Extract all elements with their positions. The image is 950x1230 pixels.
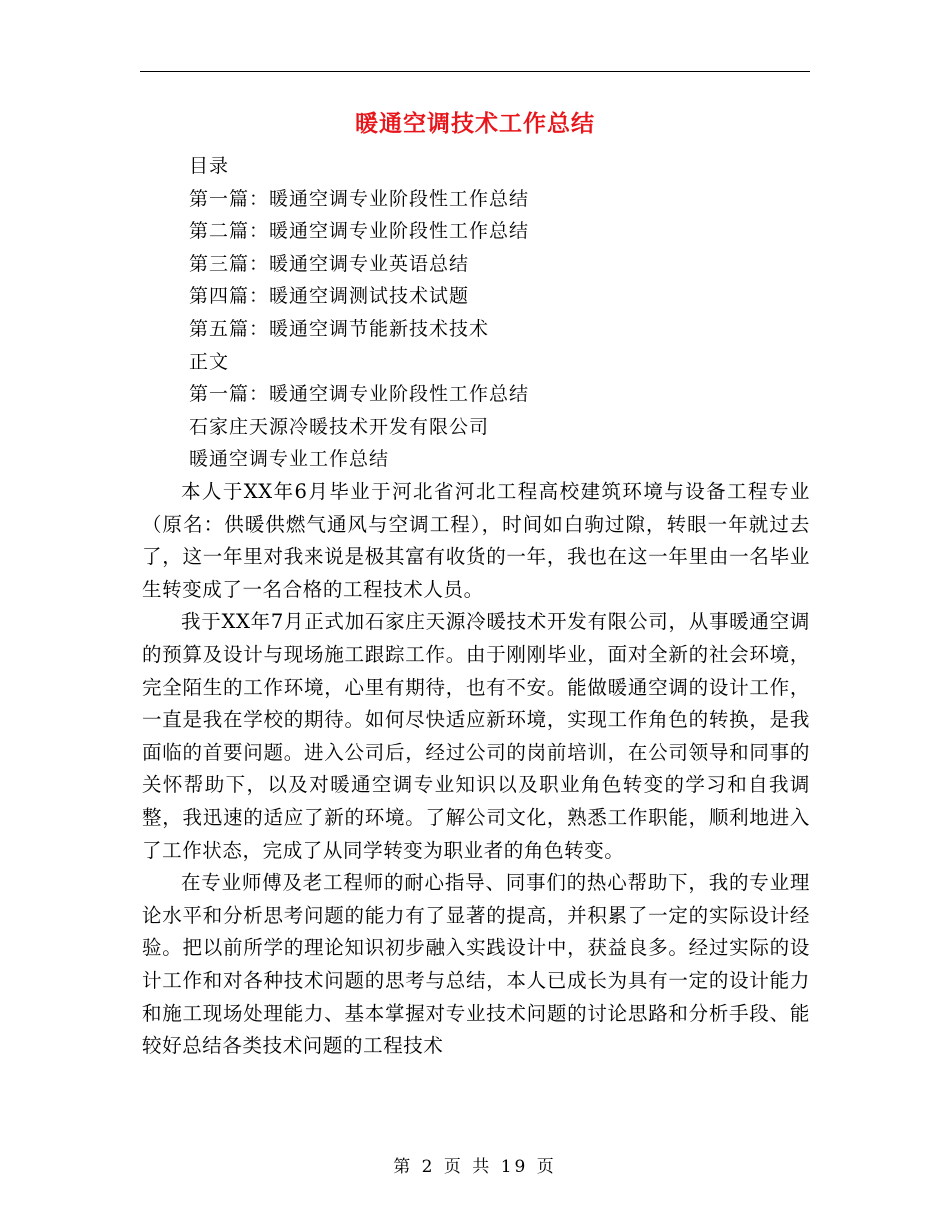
- toc-line: 第四篇：暖通空调测试技术试题: [189, 285, 470, 308]
- body-paragraph: 在专业师傅及老工程师的耐心指导、同事们的热心帮助下，我的专业理论水平和分析思考问题的能力有了显著的提高，并积累了一定的实际设计经验。把以前所学的理论知识初步融入实践设计中，获益良多。经过实际的设计工作和对各种技术问题的思考与总结，本人已成长为具有一定的设计能力和施工现场处理能力、基本掌握对专业技术问题的讨论思路和分析手段、能较好总结各类技术问题的工程技术: [142, 871, 810, 1058]
- toc-line: 第三篇：暖通空调专业英语总结: [189, 252, 470, 275]
- table-of-contents: [189, 150, 809, 476]
- toc-line: 石家庄天源冷暖技术开发有限公司: [189, 415, 490, 438]
- page-footer: 第 2 页 共 19 页: [393, 1157, 557, 1177]
- document-title: 暖通空调技术工作总结: [355, 110, 595, 137]
- toc-line: 目录: [189, 155, 230, 177]
- toc-line: 第一篇：暖通空调专业阶段性工作总结: [189, 383, 530, 406]
- body-paragraph: 本人于XX年6月毕业于河北省河北工程高校建筑环境与设备工程专业（原名：供暖供燃气通风与空调工程），时间如白驹过隙，转眼一年就过去了，这一年里对我来说是极其富有收货的一年，我也在这一年里由一名毕业生转变成了一名合格的工程技术人员。: [142, 480, 810, 601]
- toc-line: 第五篇：暖通空调节能新技术技术: [189, 317, 490, 340]
- document-body: [142, 476, 810, 1063]
- toc-line: 暖通空调专业工作总结: [189, 448, 390, 471]
- header-rule: [140, 71, 810, 72]
- toc-line: 第一篇：暖通空调专业阶段性工作总结: [189, 187, 530, 210]
- toc-line: 正文: [189, 350, 230, 373]
- body-paragraph: 我于XX年7月正式加石家庄天源冷暖技术开发有限公司，从事暖通空调的预算及设计与现场施工跟踪工作。由于刚刚毕业，面对全新的社会环境，完全陌生的工作环境，心里有期待，也有不安。能做暖通空调的设计工作，一直是我在学校的期待。如何尽快适应新环境，实现工作角色的转换，是我面临的首要问题。进入公司后，经过公司的岗前培训，在公司领导和同事的关怀帮助下，以及对暖通空调专业知识以及职业角色转变的学习和自我调整，我迅速的适应了新的环境。了解公司文化，熟悉工作职能，顺利地进入了工作状态，完成了从同学转变为职业者的角色转变。: [142, 610, 810, 862]
- toc-line: 第二篇：暖通空调专业阶段性工作总结: [189, 220, 530, 243]
